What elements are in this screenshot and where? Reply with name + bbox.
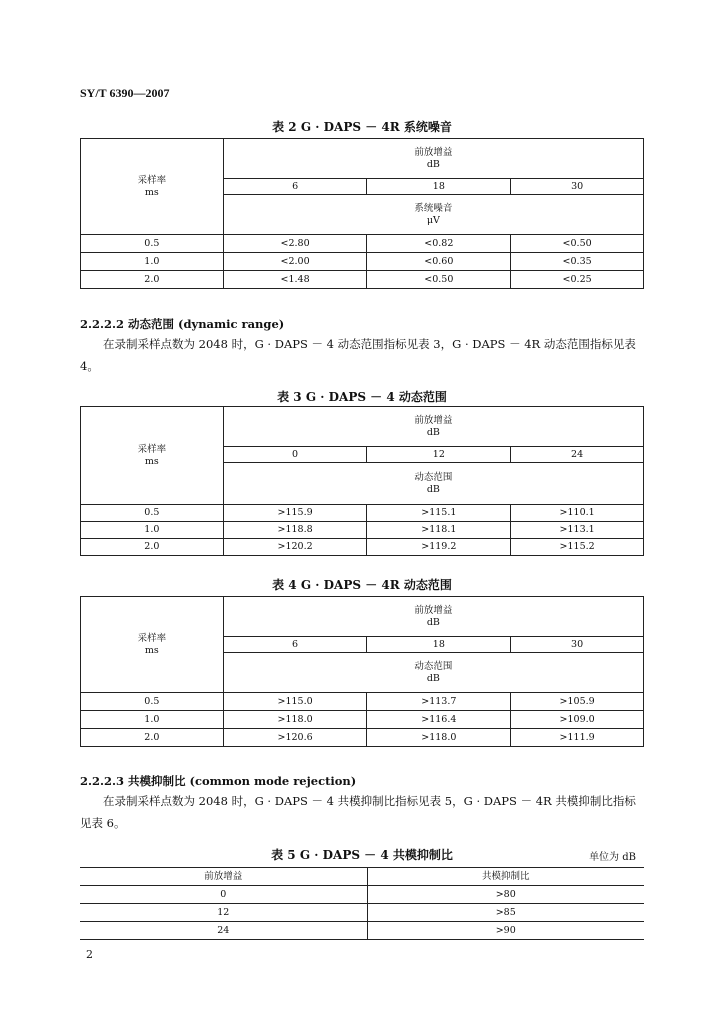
table2-rate-cell: 2.0 bbox=[81, 271, 224, 289]
table2-cell: <0.82 bbox=[367, 235, 511, 253]
table2 bbox=[80, 138, 644, 289]
table3-caption: 表 3 G · DAPS － 4 动态范围 bbox=[277, 390, 447, 404]
table-row bbox=[80, 904, 644, 922]
table-row bbox=[80, 886, 644, 904]
table-row bbox=[81, 693, 644, 711]
table4-value-header: 动态范围 dB bbox=[223, 653, 643, 693]
table3-gain-value: 24 bbox=[511, 447, 644, 463]
table3-cell: >115.9 bbox=[223, 505, 367, 522]
table4-caption: 表 4 G · DAPS － 4R 动态范围 bbox=[272, 578, 452, 592]
table4-cell: >116.4 bbox=[367, 711, 511, 729]
table3-cell: >119.2 bbox=[367, 539, 511, 556]
table2-gain-value: 6 bbox=[223, 179, 367, 195]
table4-cell: >113.7 bbox=[367, 693, 511, 711]
table5-gain-cell: 0 bbox=[80, 886, 367, 904]
table3-cell: >110.1 bbox=[511, 505, 644, 522]
table4-cell: >109.0 bbox=[511, 711, 644, 729]
table4-rate-header: 采样率 ms bbox=[81, 597, 224, 693]
table-row bbox=[81, 253, 644, 271]
table3-cell: >118.1 bbox=[367, 522, 511, 539]
table4-cell: >115.0 bbox=[223, 693, 367, 711]
table5-cmr-header: 共模抑制比 bbox=[367, 868, 644, 886]
table4-gain-value: 18 bbox=[367, 637, 511, 653]
table5-unit-note: 单位为 dB bbox=[589, 852, 636, 863]
table2-cell: <0.50 bbox=[511, 235, 644, 253]
table-row bbox=[81, 711, 644, 729]
table3-gain-value: 0 bbox=[223, 447, 367, 463]
section-paragraph: 在录制采样点数为 2048 时，G · DAPS － 4 动态范围指标见表 3，G · DAPS － 4R 动态范围指标见表 4。 bbox=[80, 337, 636, 373]
table2-cell: <2.00 bbox=[223, 253, 367, 271]
table-row bbox=[80, 922, 644, 940]
table4-cell: >111.9 bbox=[511, 729, 644, 747]
table2-cell: <1.48 bbox=[223, 271, 367, 289]
table2-rate-cell: 0.5 bbox=[81, 235, 224, 253]
table4-rate-cell: 2.0 bbox=[81, 729, 224, 747]
table2-rate-header: 采样率 ms bbox=[81, 139, 224, 235]
table4 bbox=[80, 596, 644, 747]
table3-rate-cell: 0.5 bbox=[81, 505, 224, 522]
table3 bbox=[80, 406, 644, 556]
page-number: 2 bbox=[86, 948, 93, 961]
table-row bbox=[81, 539, 644, 556]
table2-cell: <0.25 bbox=[511, 271, 644, 289]
table-row bbox=[81, 235, 644, 253]
table-row bbox=[81, 505, 644, 522]
table3-cell: >115.1 bbox=[367, 505, 511, 522]
table4-cell: >105.9 bbox=[511, 693, 644, 711]
table2-cell: <0.35 bbox=[511, 253, 644, 271]
document-header: SY/T 6390—2007 bbox=[80, 86, 170, 100]
table2-value-header: 系统噪音 μV bbox=[223, 195, 643, 235]
table3-cell: >120.2 bbox=[223, 539, 367, 556]
table4-rate-cell: 1.0 bbox=[81, 711, 224, 729]
table2-gain-header: 前放增益 dB bbox=[223, 139, 643, 179]
table2-cell: <0.60 bbox=[367, 253, 511, 271]
table5-gain-cell: 24 bbox=[80, 922, 367, 940]
table5-cmr-cell: >90 bbox=[367, 922, 644, 940]
table3-rate-cell: 2.0 bbox=[81, 539, 224, 556]
table-row bbox=[81, 271, 644, 289]
table4-cell: >118.0 bbox=[367, 729, 511, 747]
table5-gain-header: 前放增益 bbox=[80, 868, 367, 886]
table4-gain-value: 30 bbox=[511, 637, 644, 653]
table5-gain-cell: 12 bbox=[80, 904, 367, 922]
section-heading-dynamic-range: 2.2.2.2 动态范围 (dynamic range) bbox=[80, 317, 285, 331]
table4-gain-header: 前放增益 dB bbox=[223, 597, 643, 637]
table2-rate-cell: 1.0 bbox=[81, 253, 224, 271]
table3-cell: >113.1 bbox=[511, 522, 644, 539]
table-row bbox=[81, 522, 644, 539]
table5-caption: 表 5 G · DAPS － 4 共模抑制比 bbox=[271, 848, 453, 862]
table3-gain-header: 前放增益 dB bbox=[223, 407, 643, 447]
table2-gain-value: 30 bbox=[511, 179, 644, 195]
table4-cell: >118.0 bbox=[223, 711, 367, 729]
table2-cell: <0.50 bbox=[367, 271, 511, 289]
table3-rate-cell: 1.0 bbox=[81, 522, 224, 539]
table3-gain-value: 12 bbox=[367, 447, 511, 463]
table3-cell: >118.8 bbox=[223, 522, 367, 539]
table4-cell: >120.6 bbox=[223, 729, 367, 747]
section-heading-common-mode-rejection: 2.2.2.3 共模抑制比 (common mode rejection) bbox=[80, 774, 357, 788]
table3-cell: >115.2 bbox=[511, 539, 644, 556]
table3-value-header: 动态范围 dB bbox=[223, 463, 643, 505]
table2-caption: 表 2 G · DAPS － 4R 系统噪音 bbox=[272, 120, 452, 134]
table2-gain-value: 18 bbox=[367, 179, 511, 195]
table4-gain-value: 6 bbox=[223, 637, 367, 653]
table5-cmr-cell: >85 bbox=[367, 904, 644, 922]
table4-rate-cell: 0.5 bbox=[81, 693, 224, 711]
table3-rate-header: 采样率 ms bbox=[81, 407, 224, 505]
table5 bbox=[80, 867, 644, 940]
table5-cmr-cell: >80 bbox=[367, 886, 644, 904]
section-paragraph: 在录制采样点数为 2048 时，G · DAPS － 4 共模抑制比指标见表 5，G · DAPS － 4R 共模抑制比指标见表 6。 bbox=[80, 794, 636, 830]
table2-cell: <2.80 bbox=[223, 235, 367, 253]
table-row bbox=[81, 729, 644, 747]
